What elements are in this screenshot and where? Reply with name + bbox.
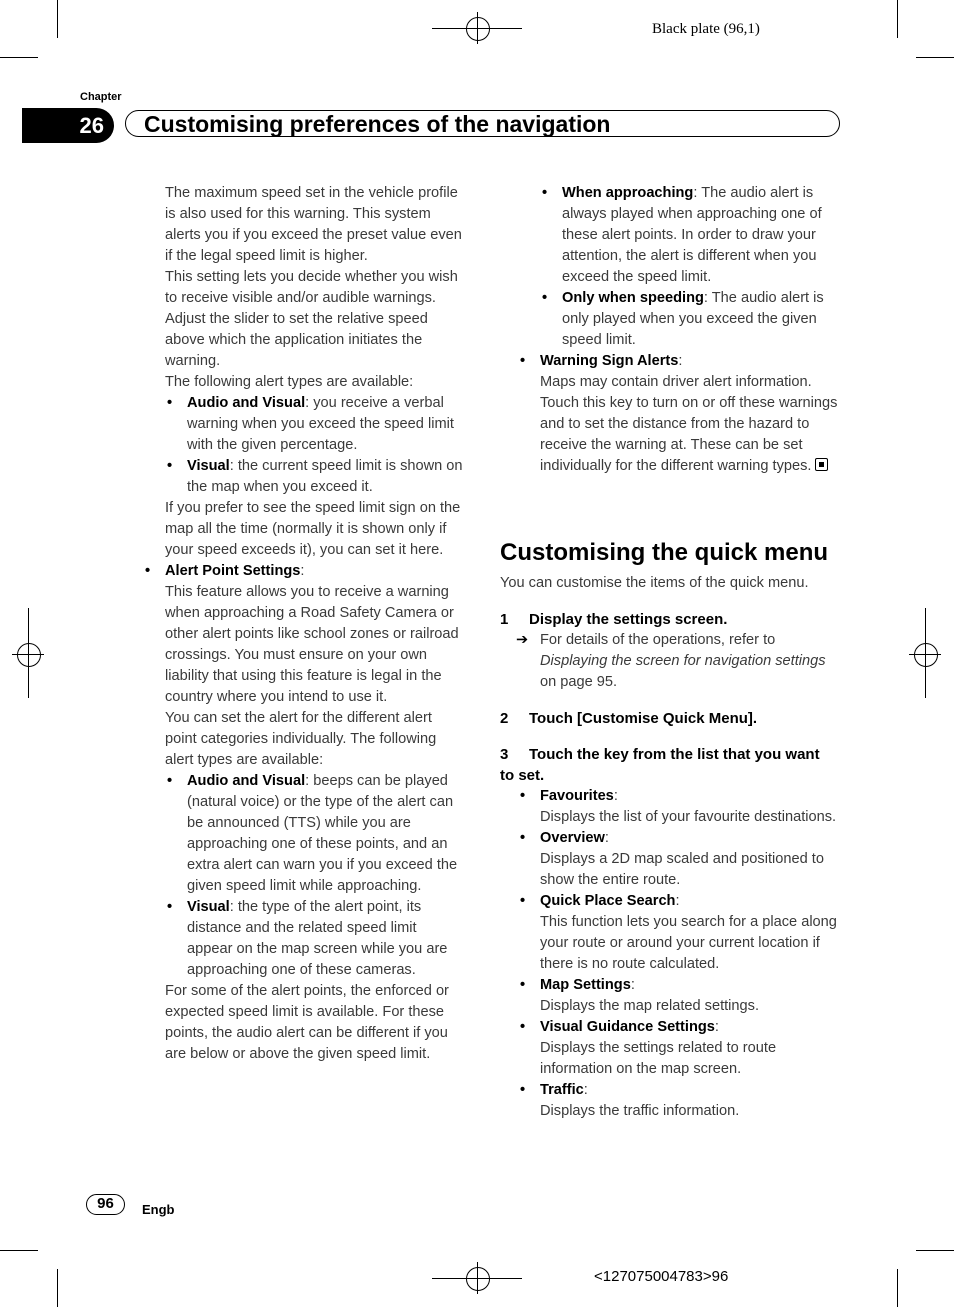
list-item: • Overview: [500, 828, 840, 849]
item-label: Warning Sign Alerts [540, 353, 679, 369]
item-label: Audio and Visual [187, 395, 306, 411]
crop-mark [0, 1250, 38, 1251]
list-item: • Map Settings: [500, 975, 840, 996]
crop-mark [897, 0, 898, 38]
item-label: Only when speeding [562, 290, 704, 306]
item-description: Displays a 2D map scaled and positioned to show the entire route. [540, 851, 824, 888]
arrow-icon: ➔ [516, 632, 529, 648]
item-label: When approaching [562, 185, 694, 201]
list-item [500, 183, 840, 288]
right-column-bottom [500, 573, 840, 1122]
registration-mark [466, 1267, 490, 1291]
list-item: • Visual Guidance Settings: [500, 1017, 840, 1038]
item-description: Displays the map related settings. [540, 998, 760, 1014]
paragraph: Adjust the slider to set the relative speed above which the application initiates the warning. [165, 311, 428, 369]
item-label: Favourites [540, 788, 614, 804]
crop-mark [897, 1269, 898, 1307]
list-item [125, 393, 465, 456]
step-2: 2 Touch [Customise Quick Menu]. [500, 710, 758, 727]
list-item [125, 456, 465, 498]
item-description: Displays the traffic information. [540, 1103, 740, 1119]
chapter-title: Customising preferences of the navigation [125, 110, 840, 137]
chapter-number-text: 26 [79, 112, 104, 138]
item-description: Displays the settings related to route information on the map screen. [540, 1040, 777, 1077]
item-label: Visual Guidance Settings [540, 1019, 715, 1035]
list-item [125, 897, 465, 981]
paragraph: This feature allows you to receive a warning when approaching a Road Safety Camera or other alert points like school zones or railroad crossings. You must ensure on your own liability that using this feature is legal in the country where you intend to use it. [165, 584, 459, 705]
crop-mark [57, 1269, 58, 1307]
item-description: This function lets you search for a place along your route or around your current location if there is no route calculated. [540, 914, 837, 972]
plate-label: Black plate (96,1) [652, 21, 760, 37]
item-text: : The audio alert is always played when approaching one of these alert points. In order to draw your attention, the alert is different when you exceed the speed limit. [562, 185, 822, 285]
language-code: Engb [142, 1202, 175, 1217]
paragraph: The maximum speed set in the vehicle profile is also used for this warning. This system alerts you if you exceed the preset value even if the legal speed limit is higher. [165, 185, 462, 264]
list-item: • Quick Place Search: [500, 891, 840, 912]
item-text: : The audio alert is only played when you exceed the given speed limit. [562, 290, 824, 348]
left-column [125, 183, 465, 1065]
item-description: Displays the list of your favourite destinations. [540, 809, 837, 825]
right-column-top [500, 183, 840, 477]
registration-mark [466, 17, 490, 41]
section-heading: Customising the quick menu [500, 539, 829, 566]
item-label: Traffic [540, 1082, 584, 1098]
item-text: : you receive a verbal warning when you exceed the speed limit with the given percentage. [187, 395, 454, 453]
item-text: : the current speed limit is shown on the map when you exceed it. [187, 458, 463, 495]
registration-mark [914, 643, 938, 667]
paragraph: You can set the alert for the different alert point categories individually. The following alert types are available: [165, 710, 437, 768]
item-text: : [300, 563, 305, 579]
list-item [500, 288, 840, 351]
list-item [125, 561, 465, 582]
item-label: Map Settings [540, 977, 631, 993]
item-text: : [678, 353, 683, 369]
item-label: Quick Place Search [540, 893, 676, 909]
list-item [500, 351, 840, 372]
item-label: Audio and Visual [187, 773, 306, 789]
paragraph-text: Maps may contain driver alert information. Touch this key to turn on or off these warnings and to set the distance from the hazard to receive the warning at. These can be set individually for the different warning types. [540, 374, 838, 474]
reference-note: ➔ For details of the operations, refer to Displaying the screen for navigation settings on page 95. [516, 632, 826, 690]
paragraph: This setting lets you decide whether you wish to receive visible and/or audible warnings. [165, 269, 458, 306]
list-item [125, 771, 465, 897]
item-label: Alert Point Settings [165, 563, 301, 579]
reference-link[interactable]: Displaying the screen for navigation settings [540, 653, 826, 669]
registration-mark [17, 643, 41, 667]
item-text: : the type of the alert point, its distance and the related speed limit appear on the map screen while you are approaching one of these cameras. [187, 899, 448, 978]
list-item: • Traffic: [500, 1080, 840, 1101]
crop-mark [916, 57, 954, 58]
document-code: <127075004783>96 [594, 1268, 729, 1285]
chapter-label: Chapter [80, 91, 122, 103]
step-3: 3 Touch the key from the list that you want to set. [500, 746, 820, 784]
page-number: 96 [86, 1194, 125, 1215]
item-label: Overview [540, 830, 605, 846]
end-mark-icon [815, 458, 828, 471]
crop-mark [57, 0, 58, 38]
list-item: • Favourites: [500, 786, 840, 807]
quick-menu-items [500, 786, 840, 1122]
paragraph: For some of the alert points, the enforced or expected speed limit is available. For these points, the audio alert can be different if you are below or above the given speed limit. [165, 983, 449, 1062]
intro: You can customise the items of the quick menu. [500, 575, 809, 591]
paragraph [500, 372, 840, 477]
item-text: : beeps can be played (natural voice) or the type of the alert can be announced (TTS) while you are approaching one of these points, and an extra alert can warn you if you exceed the given speed limit while approaching. [187, 773, 458, 894]
crop-mark [916, 1250, 954, 1251]
chapter-number [22, 108, 114, 143]
item-label: Visual [187, 458, 230, 474]
paragraph: The following alert types are available: [165, 374, 414, 390]
item-label: Visual [187, 899, 230, 915]
step-1: 1 Display the settings screen. [500, 611, 728, 628]
crop-mark [0, 57, 38, 58]
paragraph: If you prefer to see the speed limit sign on the map all the time (normally it is shown only if your speed exceeds it), you can set it here. [165, 500, 461, 558]
